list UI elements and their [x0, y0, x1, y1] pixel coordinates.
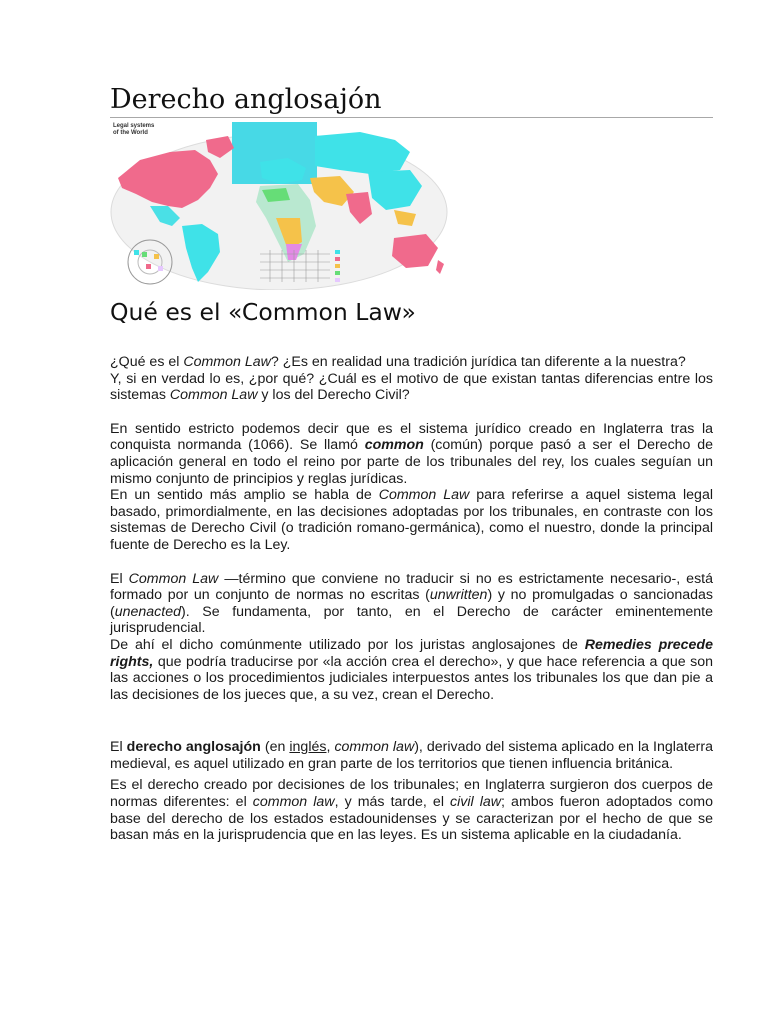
paragraph-court-decisions: Es el derecho creado por decisiones de los tribunales; en Inglaterra surgieron dos cuerpos de normas diferentes: el common law, y más tarde, el civil law; ambos fueron adoptados como base del derecho de los estados estadounidenses y se caracterizan por el hecho de que se basan más en la jurisprudencia que en las leyes. Es un sistema aplicable en la ciudadanía.	[110, 777, 714, 844]
paragraph-derecho-anglosajon: El derecho anglosajón (en inglés, common law), derivado del sistema aplicado en la Inglaterra medieval, es aquel utilizado en gran parte de los territorios que tienen influencia británica.	[110, 739, 713, 772]
paragraph-why-question: Y, si en verdad lo es, ¿por qué? ¿Cuál es el motivo de que existan tantas diferencias entre los sistemas Common Law y los del Derecho Civil?	[110, 370, 713, 404]
map-legend-title: Legal systems of the World	[113, 123, 155, 136]
document-title: Derecho anglosajón	[110, 84, 382, 115]
legal-systems-world-map	[110, 122, 448, 290]
paragraph-strict-sense: En sentido estricto podemos decir que es el sistema jurídico creado en Inglaterra tras la conquista normanda (1066). Se llamó common (común) porque pasó a ser el Derecho de aplicación general en todo el reino por parte de los tribunales del rey, los cuales seguían un mismo conjunto de principios y reglas jurídicas.	[110, 420, 713, 487]
article-body	[110, 354, 713, 844]
title-divider	[110, 117, 713, 118]
paragraph-intro-question: ¿Qué es el Common Law? ¿Es en realidad una tradición jurídica tan diferente a la nuestra?	[110, 354, 686, 370]
section-heading: Qué es el «Common Law»	[110, 298, 416, 326]
paragraph-broad-sense: En un sentido más amplio se habla de Common Law para referirse a aquel sistema legal basado, primordialmente, en las decisiones adoptadas por los tribunales, en contraste con los sistemas de Derecho Civil (o tradición romano-germánica), como el nuestro, donde la principal fuente de Derecho es la Ley.	[110, 487, 713, 553]
paragraph-remedies-precede-rights: De ahí el dicho comúnmente utilizado por los juristas anglosajones de Remedies precede rights, que podría traducirse por «la acción crea el derecho», y que hace referencia a que son las acciones o los procedimientos judiciales interpuestos antes los tribunales los que dan pie a las decisiones de los jueces que, a su vez, crean el Derecho.	[110, 636, 713, 703]
paragraph-unwritten-norms: El Common Law —término que conviene no traducir si no es estrictamente necesario-, está formado por un conjunto de normas no escritas (unwritten) y no promulgadas o sancionadas (unenacted). Se fundamenta, por tanto, en el Derecho de carácter eminentemente jurisprudencial.	[110, 570, 713, 637]
ingles-link[interactable]: inglés	[289, 739, 327, 756]
world-map-graphic	[110, 122, 448, 290]
